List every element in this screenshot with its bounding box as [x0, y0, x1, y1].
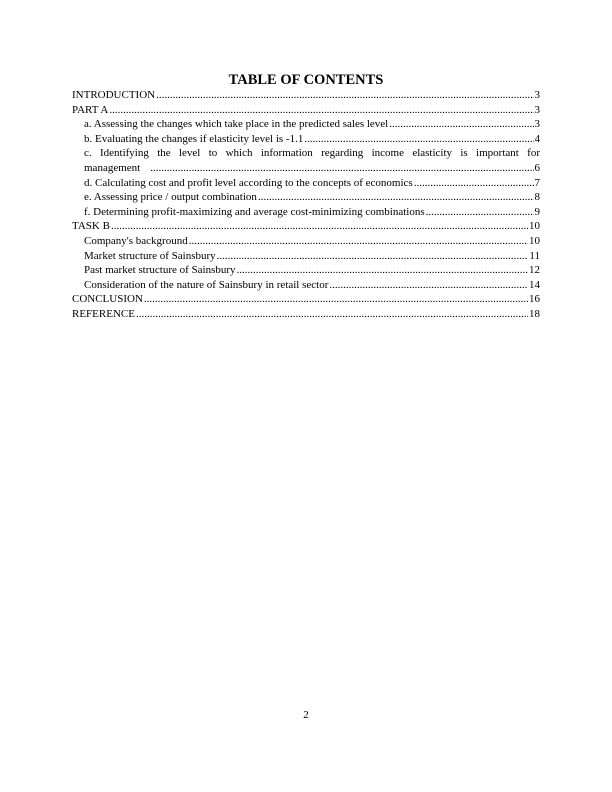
toc-title: TABLE OF CONTENTS	[228, 72, 384, 88]
toc-entry-label: CONCLUSION	[72, 293, 143, 306]
toc-entry-part-a[interactable]	[72, 103, 540, 118]
toc-entry-label: Consideration of the nature of Sainsbury in retail sector	[84, 278, 329, 291]
toc-entry-c-line1[interactable]	[72, 146, 540, 161]
dot-leader	[111, 219, 528, 234]
dot-leader	[189, 234, 528, 249]
toc-entry-f[interactable]	[72, 205, 540, 220]
toc-entry-label: a. Assessing the changes which take place in the predicted sales level	[84, 118, 389, 131]
toc-entry-nature-retail[interactable]	[72, 278, 540, 293]
toc-entry-label: Market structure of Sainsbury	[84, 249, 216, 262]
table-of-contents	[72, 88, 540, 322]
toc-entry-a[interactable]	[72, 117, 540, 132]
toc-entry-page: 8	[534, 191, 540, 204]
toc-entry-page: 12	[529, 264, 540, 277]
toc-entry-label: f. Determining profit-maximizing and average cost-minimizing combinations	[84, 205, 425, 218]
toc-entry-label: Company's background	[84, 234, 188, 247]
toc-entry-c-line2[interactable]	[72, 161, 540, 176]
toc-entry-reference[interactable]	[72, 307, 540, 322]
dot-leader	[258, 190, 534, 205]
toc-entry-market-structure[interactable]	[72, 249, 540, 264]
dot-leader	[237, 263, 528, 278]
toc-entry-page: 9	[534, 205, 540, 218]
toc-entry-b[interactable]	[72, 132, 540, 147]
toc-entry-page: 14	[529, 278, 540, 291]
dot-leader	[156, 88, 533, 103]
toc-entry-page: 4	[534, 132, 540, 145]
toc-entry-past-market-structure[interactable]	[72, 263, 540, 278]
dot-leader	[389, 117, 533, 132]
toc-entry-page: 11	[529, 249, 540, 262]
toc-entry-page: 10	[529, 220, 540, 233]
toc-entry-label: b. Evaluating the changes if elasticity level is -1.1	[84, 132, 304, 145]
dot-leader	[217, 249, 529, 264]
toc-entry-task-b[interactable]	[72, 219, 540, 234]
dot-leader	[426, 205, 534, 220]
dot-leader	[304, 132, 533, 147]
dot-leader	[109, 103, 533, 118]
toc-entry-conclusion[interactable]	[72, 292, 540, 307]
toc-entry-label: PART A	[72, 103, 109, 116]
toc-entry-page: 6	[534, 161, 540, 174]
toc-entry-label: INTRODUCTION	[72, 89, 156, 101]
toc-entry-label: d. Calculating cost and profit level according to the concepts of economics	[84, 176, 413, 189]
dot-leader	[329, 278, 528, 293]
toc-entry-label: REFERENCE	[72, 307, 135, 320]
toc-entry-page: 10	[529, 234, 540, 247]
page-number: 2	[303, 709, 309, 721]
toc-entry-label-continued: management	[84, 161, 141, 174]
toc-entry-label: c. Identifying the level to which information regarding income elasticity is important for	[84, 147, 540, 160]
toc-entry-page: 3	[534, 103, 540, 116]
toc-entry-page: 16	[529, 293, 540, 306]
dot-leader	[414, 176, 534, 191]
toc-entry-company-background[interactable]	[72, 234, 540, 249]
dot-leader	[136, 307, 528, 322]
toc-entry-label: Past market structure of Sainsbury	[84, 264, 236, 277]
toc-entry-page: 3	[534, 89, 540, 101]
dot-leader	[150, 161, 533, 176]
toc-entry-e[interactable]	[72, 190, 540, 205]
toc-entry-page: 7	[534, 176, 540, 189]
dot-leader	[144, 292, 528, 307]
toc-entry-label: e. Assessing price / output combination	[84, 191, 257, 204]
toc-entry-label: TASK B	[72, 220, 110, 233]
toc-entry-d[interactable]	[72, 176, 540, 191]
toc-entry-introduction[interactable]	[72, 88, 540, 103]
toc-entry-page: 18	[529, 307, 540, 320]
toc-entry-page: 3	[534, 118, 540, 131]
